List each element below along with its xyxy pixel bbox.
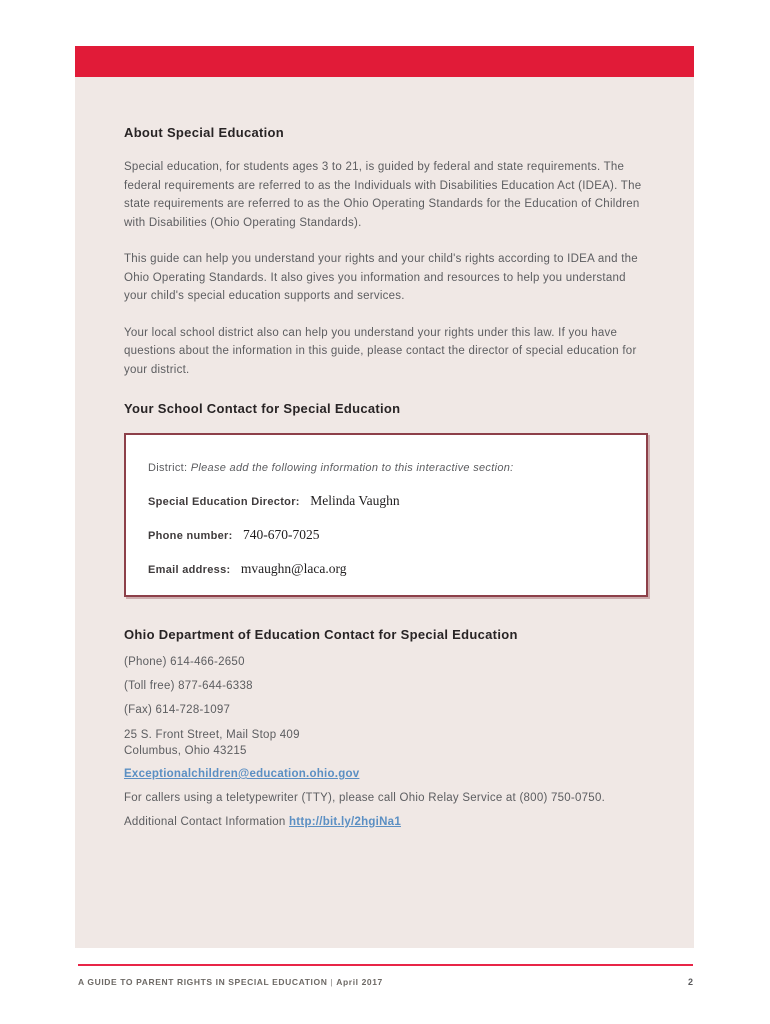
section-title-school-contact: Your School Contact for Special Education — [124, 401, 401, 416]
ode-fax: (Fax) 614-728-1097 — [124, 704, 231, 716]
footer-rule — [78, 964, 693, 966]
additional-contact-link[interactable]: http://bit.ly/2hgiNa1 — [289, 816, 401, 828]
field-row-director — [148, 493, 626, 510]
district-note: Please add the following information to this interactive section: — [190, 462, 514, 474]
director-field-input[interactable]: Melinda Vaughn — [310, 493, 400, 508]
district-interactive-box — [124, 433, 648, 597]
ode-email-row — [124, 767, 645, 782]
section-title-ode-contact: Ohio Department of Education Contact for Special Education — [124, 627, 518, 642]
ode-email-link[interactable]: Exceptionalchildren@education.ohio.gov — [124, 768, 360, 780]
about-paragraph-3: Your local school district also can help you understand your rights under this law. If you have questions about the information in this guide, please contact the director of special education for your district. — [124, 326, 637, 376]
document-page-panel — [75, 46, 694, 948]
page-content — [75, 125, 694, 830]
ode-tty-note: For callers using a teletypewriter (TTY), please call Ohio Relay Service at (800) 750-0750. — [124, 792, 606, 804]
footer-separator: | — [330, 977, 334, 987]
footer-text — [78, 977, 383, 987]
phone-field-label: Phone number: — [148, 530, 233, 542]
header-red-bar — [75, 46, 694, 77]
field-row-phone — [148, 527, 626, 544]
director-field-label: Special Education Director: — [148, 496, 300, 508]
section-title-about: About Special Education — [124, 125, 285, 140]
footer-page-number: 2 — [687, 977, 693, 987]
email-field-input[interactable]: mvaughn@laca.org — [240, 561, 347, 576]
about-paragraph-2: This guide can help you understand your rights and your child's rights according to IDEA and the Ohio Operating Standards. It also gives you information and resources to help you understand your child's special education supports and services. — [124, 253, 638, 302]
ode-phone: (Phone) 614-466-2650 — [124, 656, 245, 668]
ode-address — [124, 727, 645, 759]
ode-address-line-1: 25 S. Front Street, Mail Stop 409 — [124, 729, 300, 741]
email-field-label: Email address: — [148, 564, 231, 576]
about-paragraph-1: Special education, for students ages 3 to 21, is guided by federal and state requirements. The federal requirements are referred to as the Individuals with Disabilities Education Act (IDEA). The state requirements are referred to as the Ohio Operating Standards for the Education of Children with Disabilities (Ohio Operating Standards). — [124, 161, 642, 229]
footer-guide-title: A GUIDE TO PARENT RIGHTS IN SPECIAL EDUCATION — [78, 977, 328, 987]
district-instruction-row — [148, 461, 626, 476]
additional-contact-prefix: Additional Contact Information — [124, 816, 290, 828]
field-row-email — [148, 561, 626, 578]
ode-address-line-2: Columbus, Ohio 43215 — [124, 745, 247, 757]
ode-additional-row — [124, 815, 645, 830]
footer-date: April 2017 — [336, 977, 383, 987]
district-label: District: — [148, 462, 188, 474]
phone-field-input[interactable]: 740-670-7025 — [243, 527, 320, 542]
ode-toll-free: (Toll free) 877-644-6338 — [124, 680, 253, 692]
